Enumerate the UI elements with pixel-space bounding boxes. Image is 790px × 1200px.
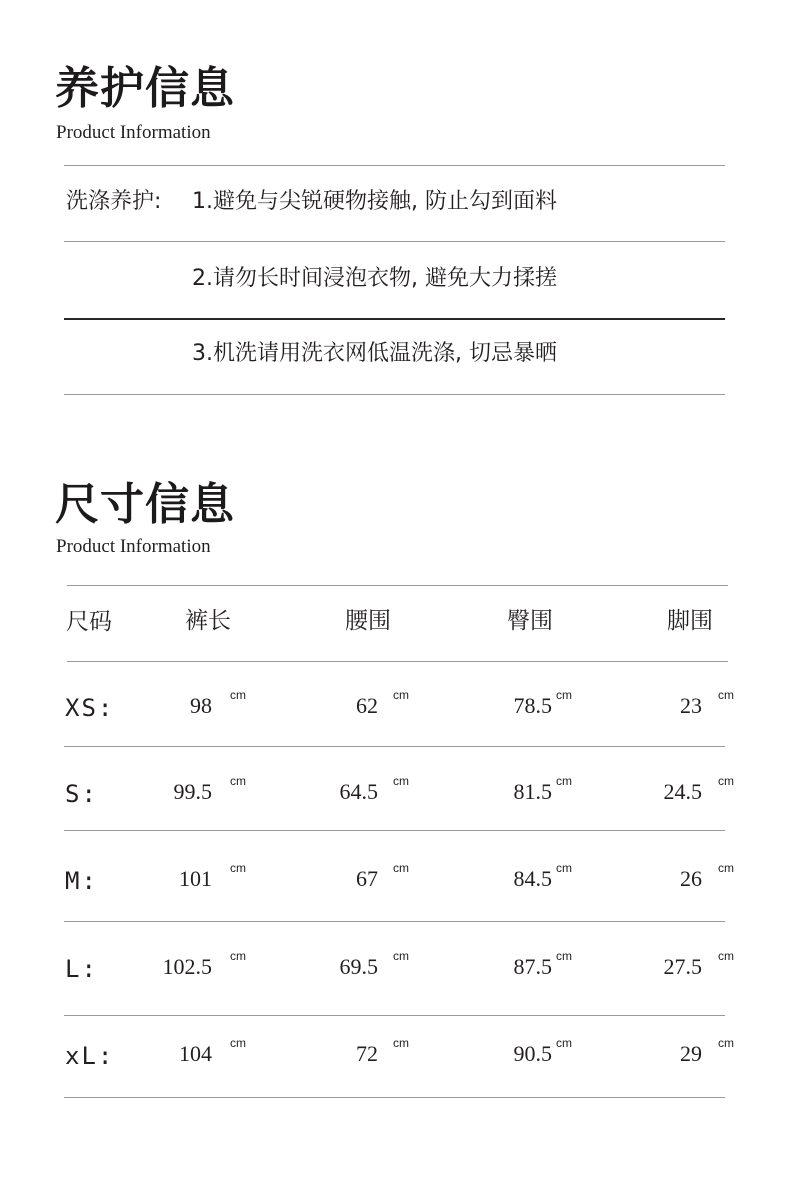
unit-label: cm xyxy=(718,1036,734,1050)
measurement-value: 24.5 xyxy=(663,779,702,804)
care-item-2: 2.请勿长时间浸泡衣物, 避免大力揉搓 xyxy=(192,266,557,291)
measurement-value: 98 xyxy=(190,693,212,718)
unit-label: cm xyxy=(718,949,734,963)
care-divider-1 xyxy=(64,241,725,242)
unit-label: cm xyxy=(393,861,409,875)
unit-label: cm xyxy=(718,861,734,875)
unit-label: cm xyxy=(393,949,409,963)
size-label: xL: xyxy=(65,1042,115,1070)
row-divider xyxy=(64,1015,725,1016)
care-item-3: 3.机洗请用洗衣网低温洗涤, 切忌暴晒 xyxy=(192,341,557,366)
row-divider xyxy=(64,1097,725,1098)
unit-label: cm xyxy=(230,949,246,963)
measurement-value: 69.5 xyxy=(339,954,378,979)
unit-label: cm xyxy=(393,1036,409,1050)
header-hem: 脚围 xyxy=(667,608,713,634)
measurement-value: 104 xyxy=(179,1041,212,1066)
size-label: L: xyxy=(65,955,98,983)
unit-label: cm xyxy=(556,688,572,702)
unit-label: cm xyxy=(556,774,572,788)
size-title: 尺寸信息 xyxy=(55,479,235,530)
unit-label: cm xyxy=(230,861,246,875)
header-waist: 腰围 xyxy=(345,608,391,634)
measurement-value: 84.5 xyxy=(513,866,552,891)
measurement-value: 27.5 xyxy=(663,954,702,979)
measurement-value: 62 xyxy=(356,693,378,718)
measurement-value: 78.5 xyxy=(513,693,552,718)
measurement-value: 23 xyxy=(680,693,702,718)
care-subtitle: Product Information xyxy=(56,122,211,143)
care-divider-2 xyxy=(64,318,725,320)
size-table-top-line xyxy=(67,585,728,586)
measurement-value: 90.5 xyxy=(513,1041,552,1066)
unit-label: cm xyxy=(556,861,572,875)
unit-label: cm xyxy=(230,1036,246,1050)
row-divider xyxy=(64,830,725,831)
care-title: 养护信息 xyxy=(55,63,235,114)
care-label: 洗涤养护: xyxy=(66,189,162,214)
measurement-value: 72 xyxy=(356,1041,378,1066)
size-label: XS: xyxy=(65,694,115,722)
care-item-1: 1.避免与尖锐硬物接触, 防止勾到面料 xyxy=(192,189,557,214)
unit-label: cm xyxy=(718,688,734,702)
header-size: 尺码 xyxy=(66,609,112,635)
size-label: M: xyxy=(65,867,98,895)
care-divider-bottom xyxy=(64,394,725,395)
unit-label: cm xyxy=(556,1036,572,1050)
header-hip: 臀围 xyxy=(507,608,553,634)
unit-label: cm xyxy=(718,774,734,788)
measurement-value: 64.5 xyxy=(339,779,378,804)
measurement-value: 99.5 xyxy=(173,779,212,804)
size-label: S: xyxy=(65,780,98,808)
measurement-value: 67 xyxy=(356,866,378,891)
unit-label: cm xyxy=(393,688,409,702)
measurement-value: 102.5 xyxy=(162,954,212,979)
size-subtitle: Product Information xyxy=(56,536,211,557)
header-length: 裤长 xyxy=(185,608,231,634)
measurement-value: 26 xyxy=(680,866,702,891)
measurement-value: 87.5 xyxy=(513,954,552,979)
size-table-header-line xyxy=(67,661,728,662)
care-divider-top xyxy=(64,165,725,166)
unit-label: cm xyxy=(230,774,246,788)
measurement-value: 101 xyxy=(179,866,212,891)
measurement-value: 81.5 xyxy=(513,779,552,804)
unit-label: cm xyxy=(393,774,409,788)
row-divider xyxy=(64,921,725,922)
unit-label: cm xyxy=(230,688,246,702)
unit-label: cm xyxy=(556,949,572,963)
measurement-value: 29 xyxy=(680,1041,702,1066)
row-divider xyxy=(64,746,725,747)
